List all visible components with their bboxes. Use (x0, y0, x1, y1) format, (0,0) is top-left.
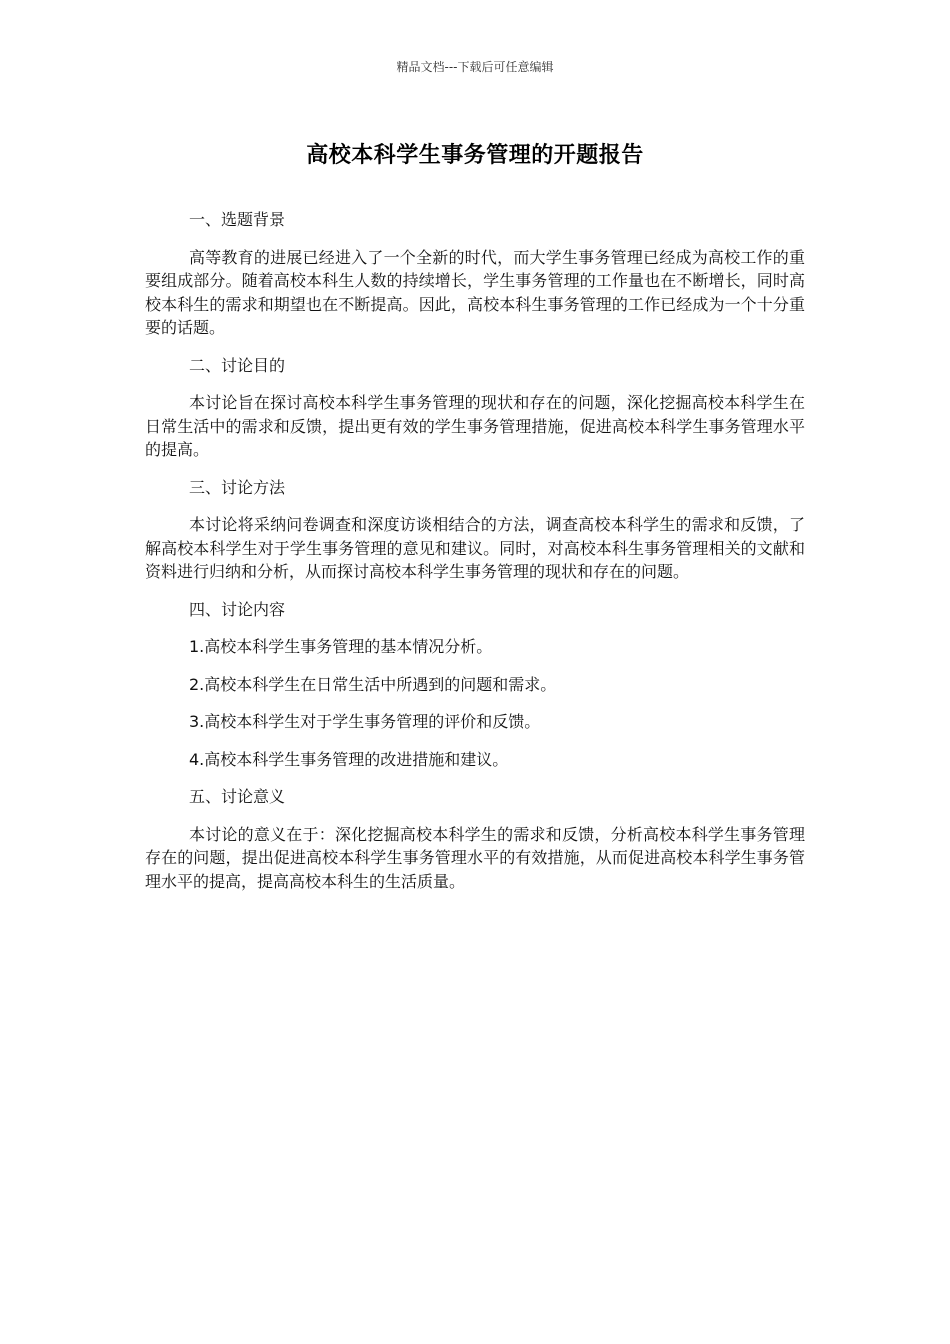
section-paragraph-background: 高等教育的进展已经进入了一个全新的时代，而大学生事务管理已经成为高校工作的重要组成部分。随着高校本科生人数的持续增长，学生事务管理的工作量也在不断增长，同时高校本科生的需求和期望也在不断提高。因此，高校本科生事务管理的工作已经成为一个十分重要的话题。 (145, 247, 805, 337)
header-note: 精品文档---下载后可任意编辑 (396, 60, 554, 74)
document-body (145, 208, 805, 907)
section-paragraph-purpose: 本讨论旨在探讨高校本科学生事务管理的现状和存在的问题，深化挖掘高校本科学生在日常生活中的需求和反馈，提出更有效的学生事务管理措施，促进高校本科学生事务管理水平的提高。 (145, 393, 805, 459)
list-item: 3.高校本科学生对于学生事务管理的评价和反馈。 (189, 712, 541, 731)
section-paragraph-significance: 本讨论的意义在于：深化挖掘高校本科学生的需求和反馈，分析高校本科学生事务管理存在的问题，提出促进高校本科学生事务管理水平的有效措施，从而促进高校本科学生事务管理水平的提高，提高高校本科生的生活质量。 (145, 824, 805, 891)
section-heading-background: 一、选题背景 (189, 210, 286, 229)
list-item: 2.高校本科学生在日常生活中所遇到的问题和需求。 (189, 674, 557, 694)
section-heading-content: 四、讨论内容 (189, 599, 286, 619)
section-heading-purpose: 二、讨论目的 (189, 355, 286, 375)
section-paragraph-method: 本讨论将采纳问卷调查和深度访谈相结合的方法，调查高校本科学生的需求和反馈，了解高校本科学生对于学生事务管理的意见和建议。同时，对高校本科生事务管理相关的文献和资料进行归纳和分析，从而探讨高校本科学生事务管理的现状和存在的问题。 (145, 515, 805, 581)
section-heading-significance: 五、讨论意义 (189, 787, 286, 806)
list-item: 4.高校本科学生事务管理的改进措施和建议。 (189, 749, 509, 769)
list-item: 1.高校本科学生事务管理的基本情况分析。 (189, 637, 493, 656)
section-heading-method: 三、讨论方法 (189, 477, 286, 497)
document-title: 高校本科学生事务管理的开题报告 (306, 143, 644, 168)
